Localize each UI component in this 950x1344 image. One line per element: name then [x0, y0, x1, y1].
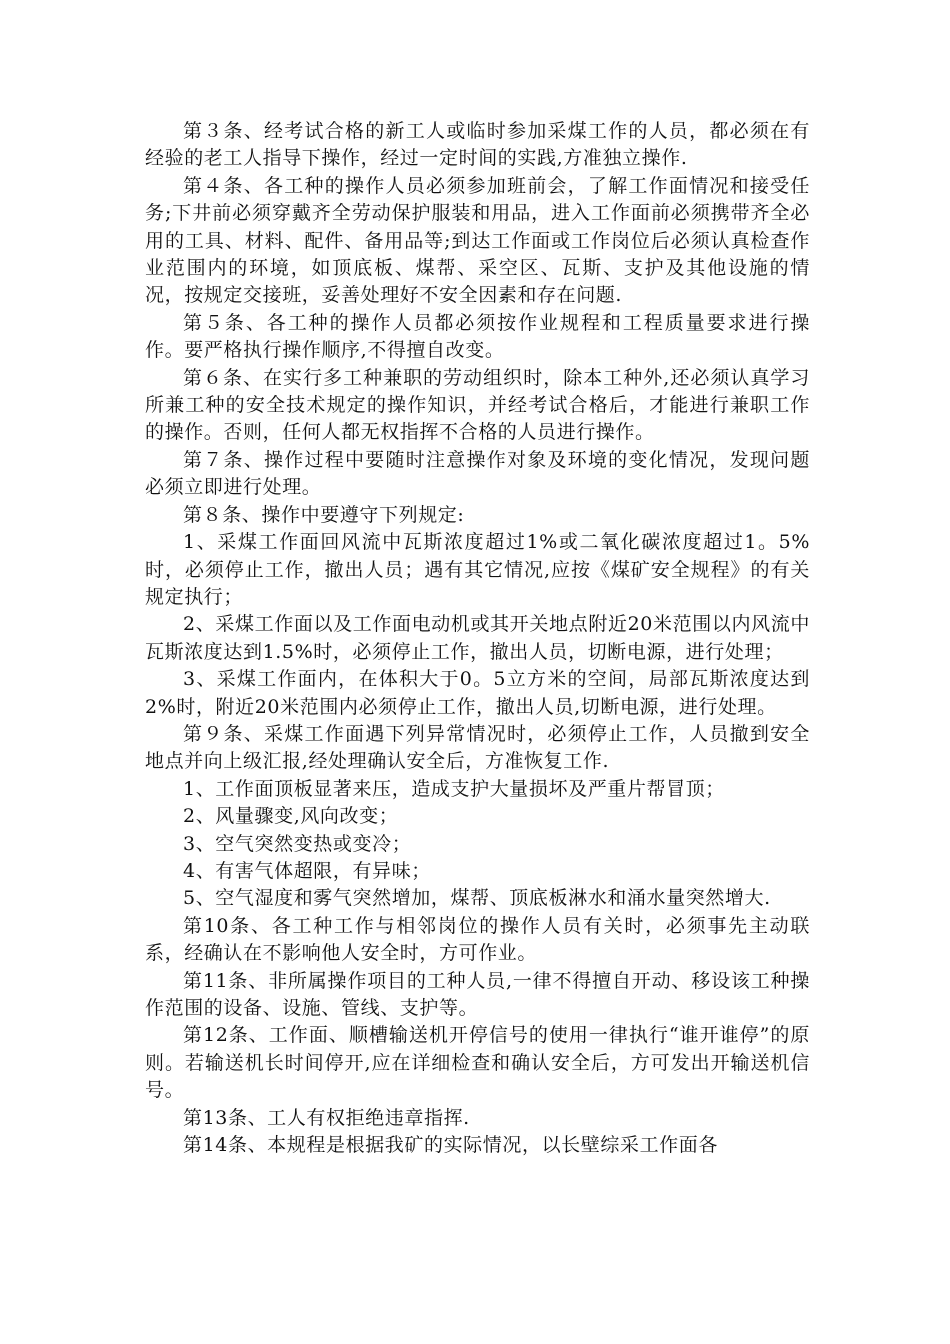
- paragraph-article-10: 第10条、各工种工作与相邻岗位的操作人员有关时，必须事先主动联系，经确认在不影响他人安全时，方可作业。: [145, 914, 810, 965]
- paragraph-article-11: 第11条、非所属操作项目的工种人员,一律不得擅自开动、移设该工种操作范围的设备、设施、管线、支护等。: [145, 969, 810, 1019]
- paragraph-article-12: 第12条、工作面、顺槽输送机开停信号的使用一律执行“谁开谁停”的原则。若输送机长时间停开,应在详细检查和确认安全后，方可发出开输送机信号。: [145, 1024, 810, 1102]
- list-item-article-8-1: 1、采煤工作面回风流中瓦斯浓度超过1%或二氧化碳浓度超过1。5%时，必须停止工作，撤出人员；遇有其它情况,应按《煤矿安全规程》的有关规定执行；: [145, 531, 810, 608]
- list-item-article-9-2: 2、风量骤变,风向改变；: [183, 805, 399, 828]
- paragraph-article-8: 第８条、操作中要遵守下列规定:: [183, 503, 465, 526]
- list-item-article-9-1: 1、工作面顶板显著来压，造成支护大量损坏及严重片帮冒顶；: [183, 777, 725, 800]
- paragraph-article-13: 第13条、工人有权拒绝违章指挥.: [183, 1106, 470, 1129]
- list-item-article-8-2: 2、采煤工作面以及工作面电动机或其开关地点附近20米范围以内风流中瓦斯浓度达到1.5%时，必须停止工作，撤出人员，切断电源，进行处理；: [145, 613, 810, 663]
- paragraph-article-7: 第７条、操作过程中要随时注意操作对象及环境的变化情况，发现问题必须立即进行处理。: [145, 448, 810, 499]
- paragraph-article-9: 第９条、采煤工作面遇下列异常情况时，必须停止工作，人员撤到安全地点并向上级汇报,经处理确认安全后，方准恢复工作.: [145, 722, 810, 773]
- list-item-article-9-5: 5、空气湿度和雾气突然增加，煤帮、顶底板淋水和涌水量突然增大.: [183, 887, 771, 910]
- document-page: [145, 118, 810, 1159]
- list-item-article-8-3: 3、采煤工作面内，在体积大于0。5立方米的空间，局部瓦斯浓度达到2%时，附近20米范围内必须停止工作，撤出人员,切断电源，进行处理。: [145, 668, 810, 718]
- paragraph-article-14: 第14条、本规程是根据我矿的实际情况，以长壁综采工作面各: [183, 1134, 718, 1157]
- list-item-article-9-3: 3、空气突然变热或变冷；: [183, 832, 412, 855]
- paragraph-article-3: 第３条、经考试合格的新工人或临时参加采煤工作的人员，都必须在有经验的老工人指导下操作，经过一定时间的实践,方准独立操作.: [145, 120, 810, 170]
- paragraph-article-4: 第４条、各工种的操作人员必须参加班前会，了解工作面情况和接受任务;下井前必须穿戴齐全劳动保护服装和用品，进入工作面前必须携带齐全必用的工具、材料、配件、备用品等;到达工作面或工作岗位后必须认真检查作业范围内的环境，如顶底板、煤帮、采空区、瓦斯、支护及其他设施的情况，按规定交接班，妥善处理好不安全因素和存在问题.: [145, 174, 810, 307]
- paragraph-article-6: 第６条、在实行多工种兼职的劳动组织时，除本工种外,还必须认真学习所兼工种的安全技术规定的操作知识，并经考试合格后，才能进行兼职工作的操作。否则，任何人都无权指挥不合格的人员进行操作。: [145, 366, 810, 444]
- list-item-article-9-4: 4、有害气体超限，有异味；: [183, 859, 431, 882]
- paragraph-article-5: 第５条、各工种的操作人员都必须按作业规程和工程质量要求进行操作。要严格执行操作顺序,不得擅自改变。: [145, 311, 810, 362]
